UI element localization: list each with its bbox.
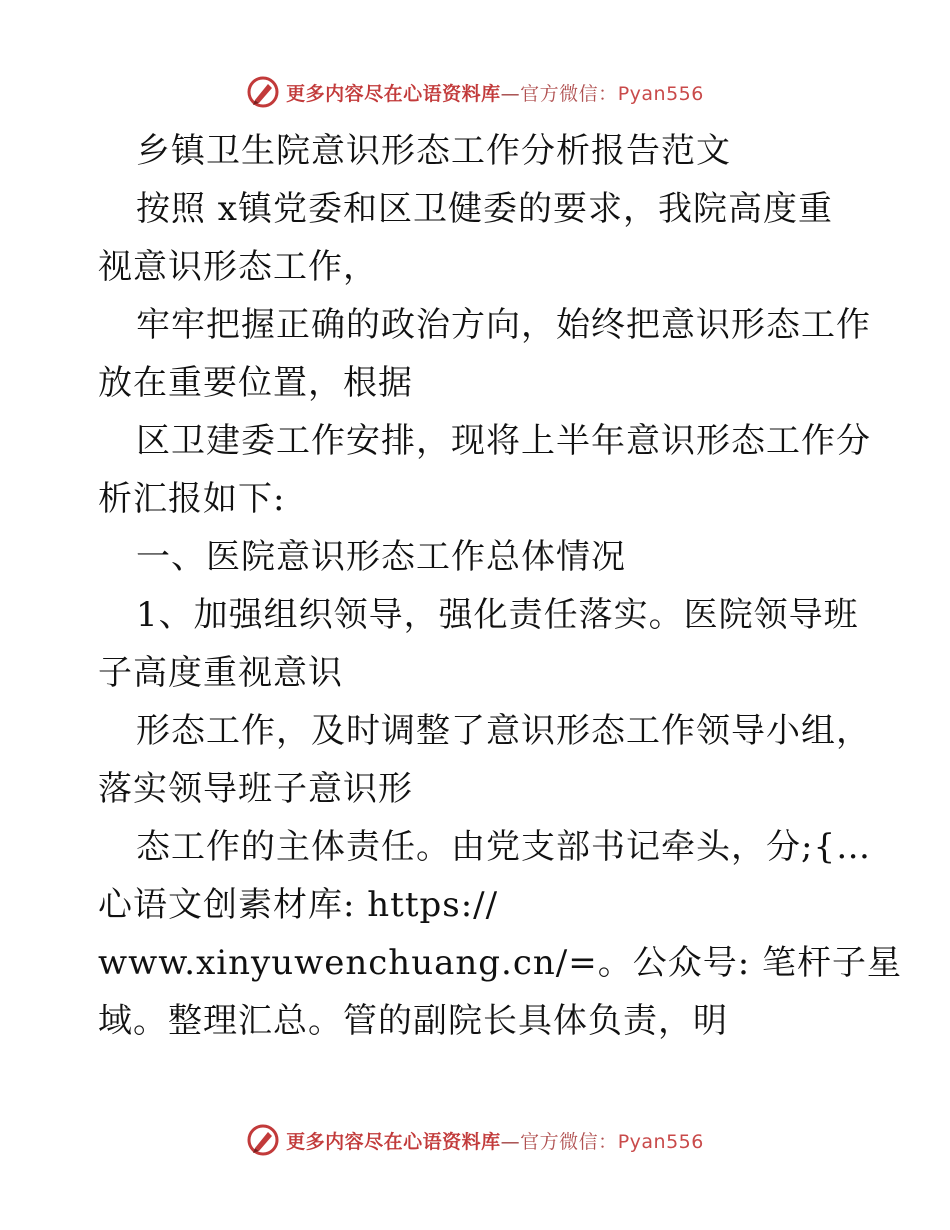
footer-watermark-banner: [0, 1120, 950, 1160]
watermark-text: [286, 79, 704, 106]
document-line: 1、加强组织领导，强化责任落实。医院领导班: [136, 595, 859, 635]
watermark-separator: —: [500, 82, 521, 105]
document-line: 态工作的主体责任。由党支部书记牵头，分;{…: [136, 827, 872, 867]
watermark-wechat-label: 官方微信：: [520, 82, 618, 105]
pen-logo-icon: [246, 75, 280, 109]
document-line: 放在重要位置，根据: [98, 363, 413, 403]
document-line: 视意识形态工作，: [98, 247, 378, 287]
watermark-text: [286, 1127, 704, 1154]
section-heading: 一、医院意识形态工作总体情况: [136, 537, 626, 577]
document-line: 子高度重视意识: [98, 653, 343, 693]
header-watermark-banner: [0, 72, 950, 112]
document-body: [98, 122, 902, 1050]
document-line: 域。整理汇总。管的副院长具体负责，明: [98, 1001, 728, 1041]
pen-logo-icon: [246, 1123, 280, 1157]
document-line: 区卫建委工作安排，现将上半年意识形态工作分: [136, 421, 871, 461]
document-line: 析汇报如下:: [98, 479, 286, 519]
watermark-main: 更多内容尽在心语资料库: [286, 1130, 501, 1153]
watermark-wechat-id: Pyan556: [617, 1130, 704, 1153]
watermark-wechat-id: Pyan556: [617, 82, 704, 105]
document-line: 形态工作，及时调整了意识形态工作领导小组，: [136, 711, 871, 751]
document-title: 乡镇卫生院意识形态工作分析报告范文: [136, 131, 731, 171]
document-line: 牢牢把握正确的政治方向，始终把意识形态工作: [136, 305, 871, 345]
document-line: 落实领导班子意识形: [98, 769, 413, 809]
document-line: 按照 x镇党委和区卫健委的要求，我院高度重: [136, 189, 833, 229]
document-line: 心语文创素材库: https://: [98, 885, 499, 925]
watermark-wechat-label: 官方微信：: [520, 1130, 618, 1153]
watermark-separator: —: [500, 1130, 521, 1153]
watermark-main: 更多内容尽在心语资料库: [286, 82, 501, 105]
document-line: www.xinyuwenchuang.cn/=。公众号: 笔杆子星: [98, 943, 902, 983]
